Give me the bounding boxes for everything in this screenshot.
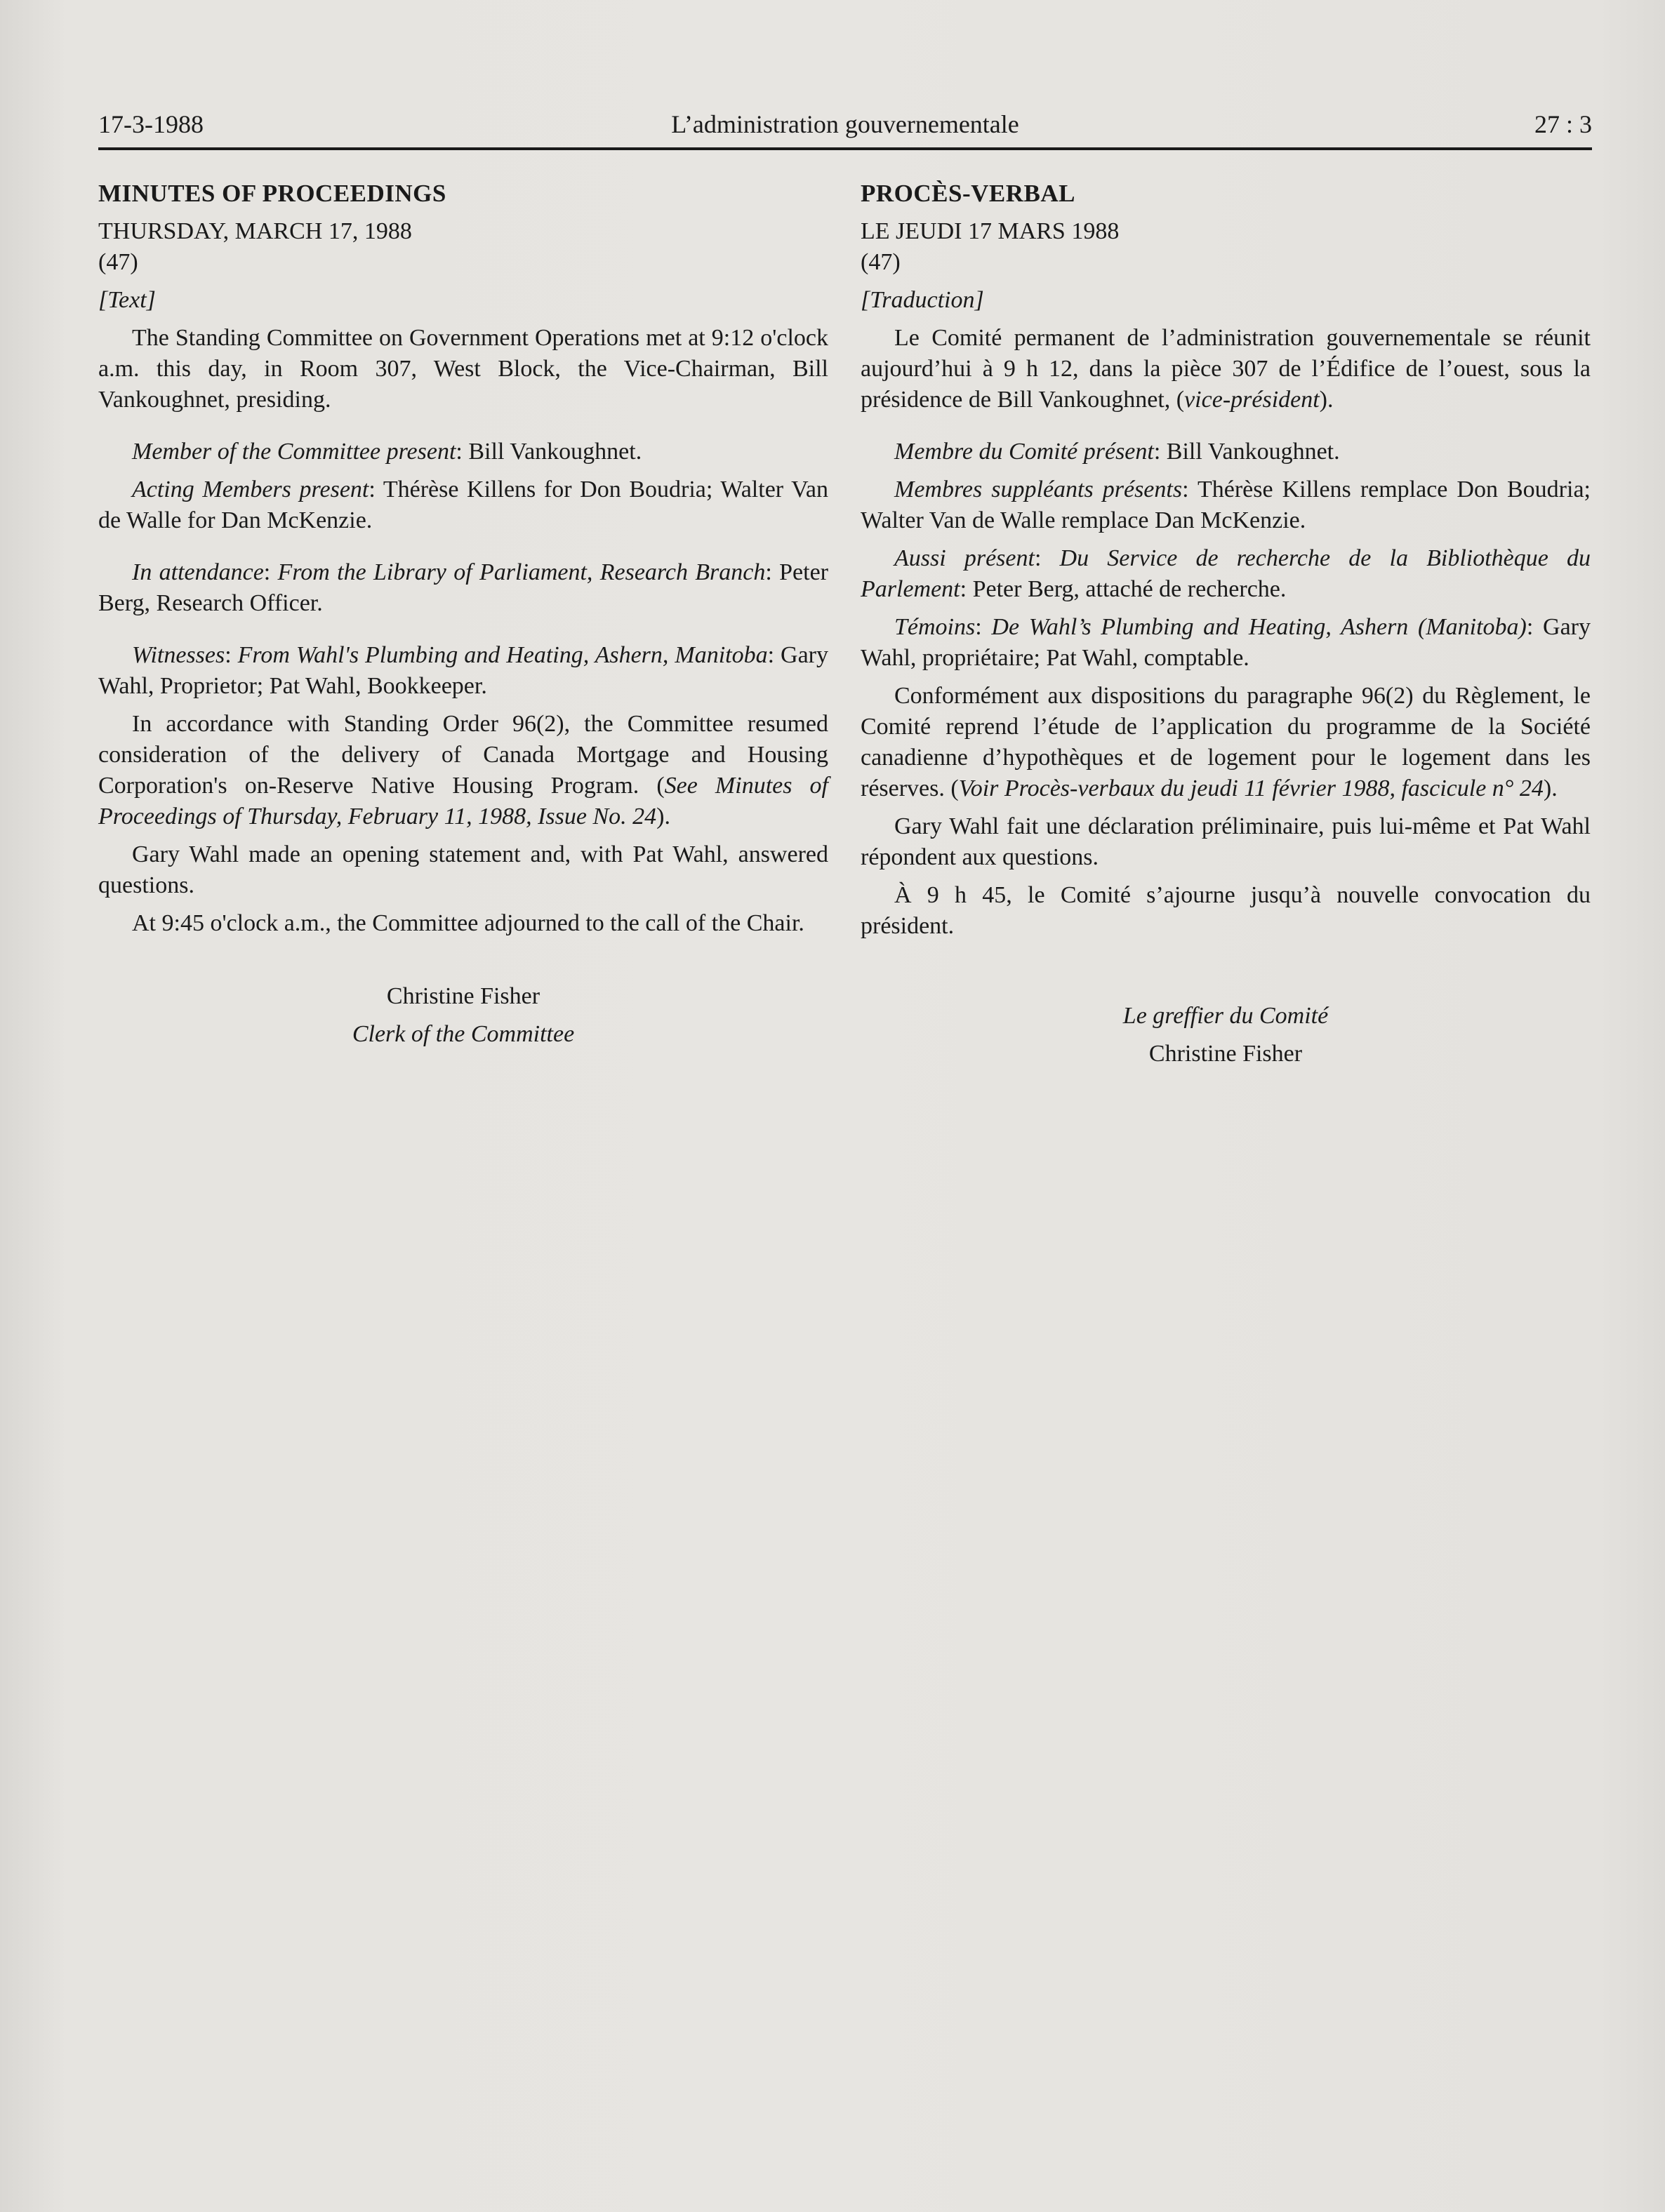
english-signature-name: Christine Fisher bbox=[386, 983, 540, 1009]
french-attendance: Aussi présent: Du Service de recherche de la Bibliothèque du Parlement: Peter Berg, attaché de recherche. bbox=[861, 545, 1591, 602]
french-adjournment: À 9 h 45, le Comité s’ajourne jusqu’à nouvelle convocation du président. bbox=[861, 882, 1591, 939]
header-date: 17-3-1988 bbox=[98, 110, 204, 138]
english-adjournment: At 9:45 o'clock a.m., the Committee adjourned to the call of the Chair. bbox=[132, 910, 804, 936]
english-column bbox=[98, 178, 828, 1050]
header-title: L’administration gouvernementale bbox=[671, 110, 1019, 138]
french-number: (47) bbox=[861, 249, 901, 275]
french-statement: Gary Wahl fait une déclaration préliminaire, puis lui-même et Pat Wahl répondent aux questions. bbox=[861, 813, 1591, 870]
french-text-tag: [Traduction] bbox=[861, 287, 984, 313]
english-opening: The Standing Committee on Government Operations met at 9:12 o'clock a.m. this day, in Room 307, West Block, the Vice-Chairman, Bill Vankoughnet, presiding. bbox=[98, 325, 828, 413]
english-standing-order: In accordance with Standing Order 96(2), the Committee resumed consideration of the delivery of Canada Mortgage and Housing Corporation's on-Reserve Native Housing Program. (See Minutes of Proceedings of Thursday, February 11, 1988, Issue No. 24). bbox=[98, 711, 828, 830]
english-signature-title: Clerk of the Committee bbox=[352, 1021, 575, 1047]
french-heading: PROCÈS-VERBAL bbox=[861, 180, 1075, 207]
english-heading: MINUTES OF PROCEEDINGS bbox=[98, 180, 446, 207]
french-column bbox=[861, 178, 1591, 1070]
english-witnesses: Witnesses: From Wahl's Plumbing and Heating, Ashern, Manitoba: Gary Wahl, Proprietor; Pat Wahl, Bookkeeper. bbox=[98, 642, 828, 699]
english-member-present: Member of the Committee present: Bill Vankoughnet. bbox=[132, 439, 642, 465]
french-date-line: LE JEUDI 17 MARS 1988 bbox=[861, 218, 1120, 244]
french-acting-members: Membres suppléants présents: Thérèse Killens remplace Don Boudria; Walter Van de Walle remplace Dan McKenzie. bbox=[861, 477, 1591, 533]
header-page-number: 27 : 3 bbox=[1534, 110, 1592, 138]
french-signature-name: Christine Fisher bbox=[1148, 1041, 1303, 1067]
english-number: (47) bbox=[98, 249, 138, 275]
french-opening: Le Comité permanent de l’administration gouvernementale se réunit aujourd’hui à 9 h 12, dans la pièce 307 de l’Édifice de l’ouest, sous la présidence de Bill Vankoughnet, (vice-président). bbox=[861, 325, 1591, 413]
french-witnesses: Témoins: De Wahl’s Plumbing and Heating, Ashern (Manitoba): Gary Wahl, propriétaire; Pat Wahl, comptable. bbox=[861, 614, 1591, 671]
english-text-tag: [Text] bbox=[98, 287, 156, 313]
page-header bbox=[98, 105, 1592, 150]
french-member-present: Membre du Comité présent: Bill Vankoughnet. bbox=[894, 439, 1340, 465]
french-standing-order: Conformément aux dispositions du paragraphe 96(2) du Règlement, le Comité reprend l’étude de l’application du programme de la Société canadienne d’hypothèques et de logement pour le logement dans les réserves. (Voir Procès-verbaux du jeudi 11 février 1988, fascicule n° 24). bbox=[861, 683, 1591, 801]
english-date-line: THURSDAY, MARCH 17, 1988 bbox=[98, 218, 412, 244]
english-attendance: In attendance: From the Library of Parliament, Research Branch: Peter Berg, Research Officer. bbox=[98, 559, 828, 616]
english-statement: Gary Wahl made an opening statement and, with Pat Wahl, answered questions. bbox=[98, 841, 828, 898]
english-acting-members: Acting Members present: Thérèse Killens for Don Boudria; Walter Van de Walle for Dan McKenzie. bbox=[98, 477, 828, 533]
french-signature-title: Le greffier du Comité bbox=[1122, 1003, 1329, 1029]
